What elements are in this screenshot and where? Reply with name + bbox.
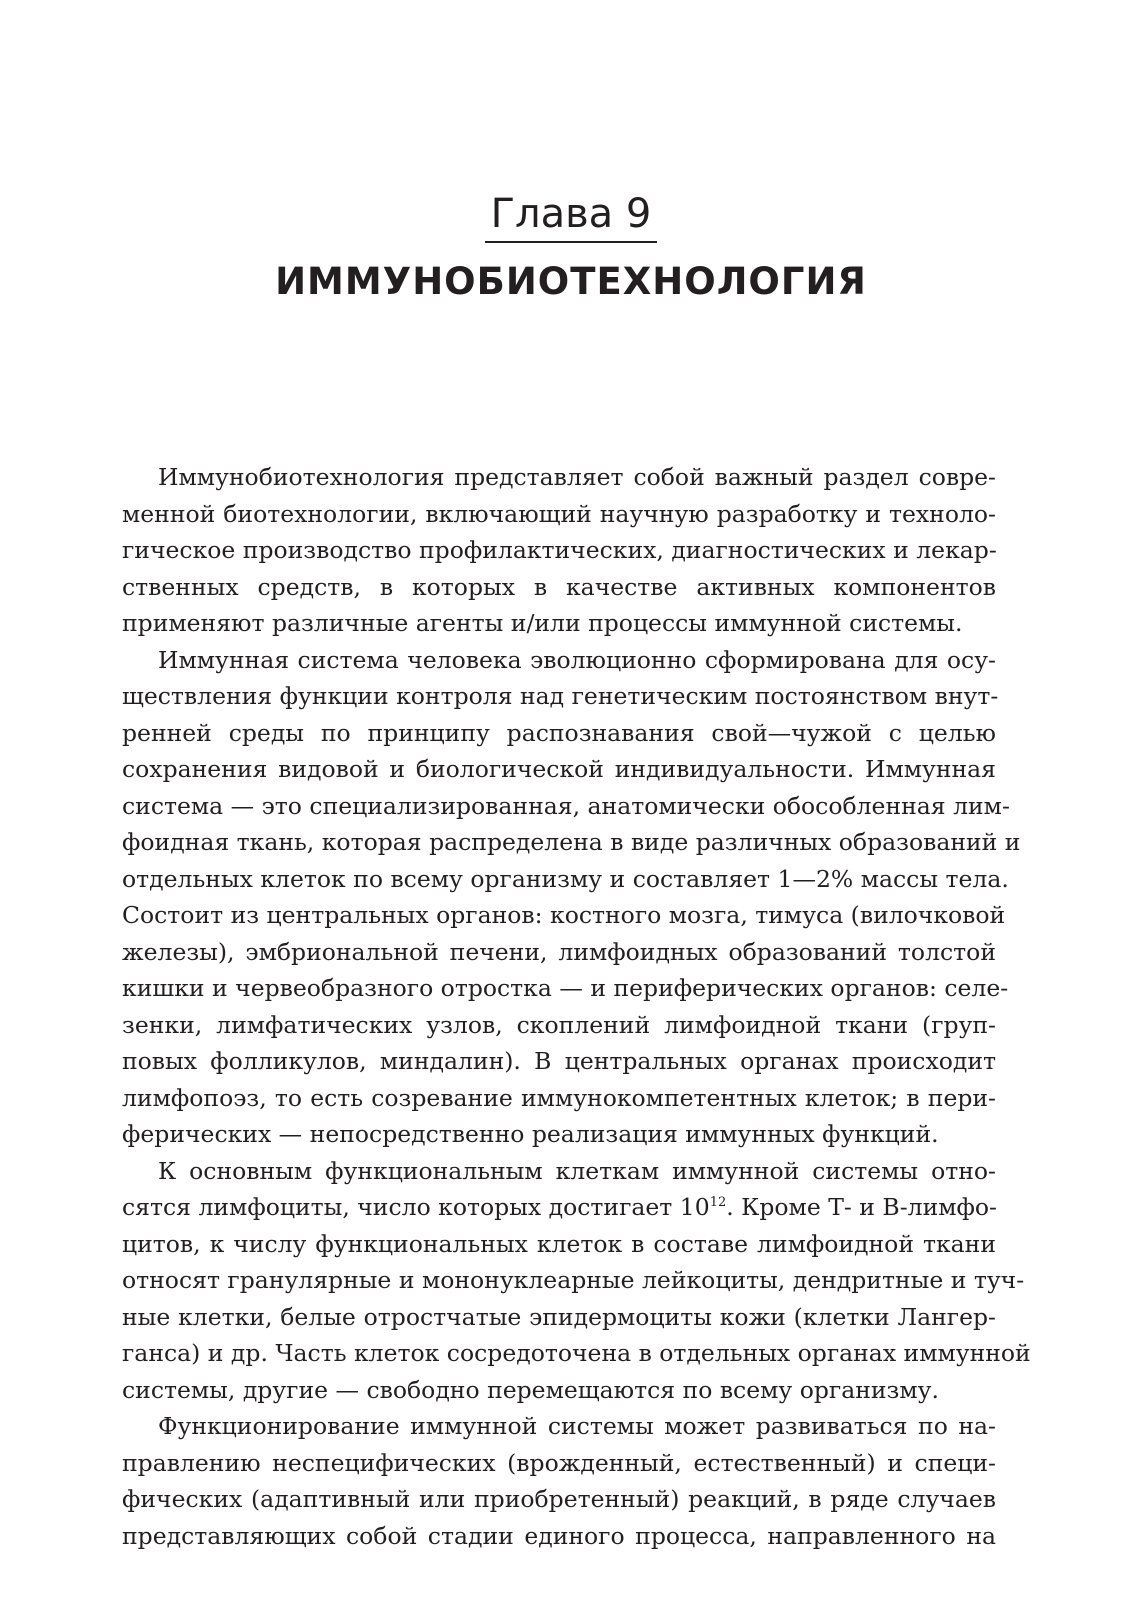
chapter-label-text: Глава 9	[485, 188, 658, 243]
text-line	[122, 1009, 996, 1041]
text-line	[122, 1082, 996, 1114]
text-line	[122, 534, 996, 566]
text-line	[122, 1264, 1025, 1296]
text-line-content: ществления функции контроля над генетическим постоянством внут-	[122, 682, 999, 710]
text-line	[122, 1520, 996, 1552]
text-line-content: фических (адаптивный или приобретенный) реакций, в ряде случаев	[122, 1485, 996, 1513]
text-line	[122, 826, 1021, 858]
text-line	[158, 1155, 996, 1187]
text-line	[122, 1228, 996, 1260]
text-line-content: зенки, лимфатических узлов, скоплений лимфоидной ткани (груп-	[122, 1010, 996, 1039]
text-line-content: ферических — непосредственно реализация иммунных функций.	[122, 1120, 939, 1148]
text-line-content: менной биотехнологии, включающий научную разработку и техноло-	[122, 499, 996, 528]
text-line-content: Состоит из центральных органов: костного мозга, тимуса (вилочковой	[122, 901, 1006, 929]
text-line-content: К основным функциональным клеткам иммунной системы отно-	[158, 1156, 996, 1185]
text-line-content: системы, другие — свободно перемещаются по всему организму.	[122, 1375, 939, 1404]
text-line-content: применяют различные агенты и/или процессы иммунной системы.	[122, 609, 963, 637]
superscript-exponent: 12	[709, 1195, 727, 1210]
text-line	[122, 1483, 996, 1515]
text-line	[122, 1191, 996, 1223]
text-line-content: кишки и червеобразного отростка — и периферических органов: селе-	[122, 974, 1009, 1002]
text-line-content: гическое производство профилактических, диагностических и лекар-	[122, 536, 997, 564]
chapter-title: ИММУНОБИОТЕХНОЛОГИЯ	[275, 260, 867, 303]
text-line	[122, 1447, 996, 1479]
text-line	[122, 1374, 996, 1406]
text-line	[122, 607, 996, 639]
text-line-content: ственных средств, в которых в качестве активных компонентов	[122, 572, 996, 601]
text-line-content: представляющих собой стадии единого процесса, направленного на	[122, 1521, 996, 1550]
text-line-content: повых фолликулов, миндалин). В центральных органах происходит	[122, 1047, 996, 1075]
text-line-content: сятся лимфоциты, число которых достигает 10	[122, 1193, 710, 1221]
text-line	[122, 1045, 996, 1077]
text-line-content: правлению неспецифических (врожденный, естественный) и специ-	[122, 1448, 996, 1477]
text-line-content: ренней среды по принципу распознавания свой—чужой с целью	[122, 718, 996, 747]
text-line	[122, 753, 996, 785]
text-line-content: Иммунобиотехнология представляет собой важный раздел совре-	[158, 463, 996, 491]
text-line	[158, 1410, 996, 1442]
text-line	[122, 571, 996, 603]
text-line	[122, 790, 1010, 822]
text-line-content: Иммунная система человека эволюционно сформирована для осу-	[158, 645, 996, 674]
text-line	[122, 1301, 996, 1333]
chapter-label	[0, 188, 1142, 243]
text-line-content: фоидная ткань, которая распределена в виде различных образований и	[122, 828, 1021, 856]
text-line-content: Функционирование иммунной системы может развиваться по на-	[158, 1412, 996, 1440]
text-line	[158, 644, 996, 676]
text-line	[122, 717, 996, 749]
text-line-content: отдельных клеток по всему организму и составляет 1—2% массы тела.	[122, 864, 1009, 893]
text-line	[122, 972, 1009, 1004]
text-line-content: лимфопоэз, то есть созревание иммунокомпетентных клеток; в пери-	[122, 1083, 996, 1112]
text-line	[158, 461, 996, 493]
text-line-content: ные клетки, белые отростчатые эпидермоциты кожи (клетки Лангер-	[122, 1302, 996, 1331]
text-line-content: железы), эмбриональной печени, лимфоидных образований толстой	[122, 937, 996, 966]
text-line-continuation: . Кроме Т- и В-лимфо-	[726, 1193, 997, 1221]
text-line	[122, 498, 996, 530]
text-line	[122, 899, 1006, 931]
text-line	[122, 1337, 1031, 1369]
text-line-content: относят гранулярные и мононуклеарные лейкоциты, дендритные и туч-	[122, 1266, 1025, 1294]
text-line	[122, 680, 999, 712]
text-line-content: сохранения видовой и биологической индивидуальности. Иммунная	[122, 755, 996, 783]
text-line-content: ганса) и др. Часть клеток сосредоточена в отдельных органах иммунной	[122, 1339, 1031, 1367]
text-line-content: система — это специализированная, анатомически обособленная лим-	[122, 791, 1010, 820]
text-line	[122, 1118, 996, 1150]
text-line-content: цитов, к числу функциональных клеток в составе лимфоидной ткани	[122, 1229, 996, 1258]
text-line	[122, 936, 996, 968]
text-line	[122, 863, 1009, 895]
